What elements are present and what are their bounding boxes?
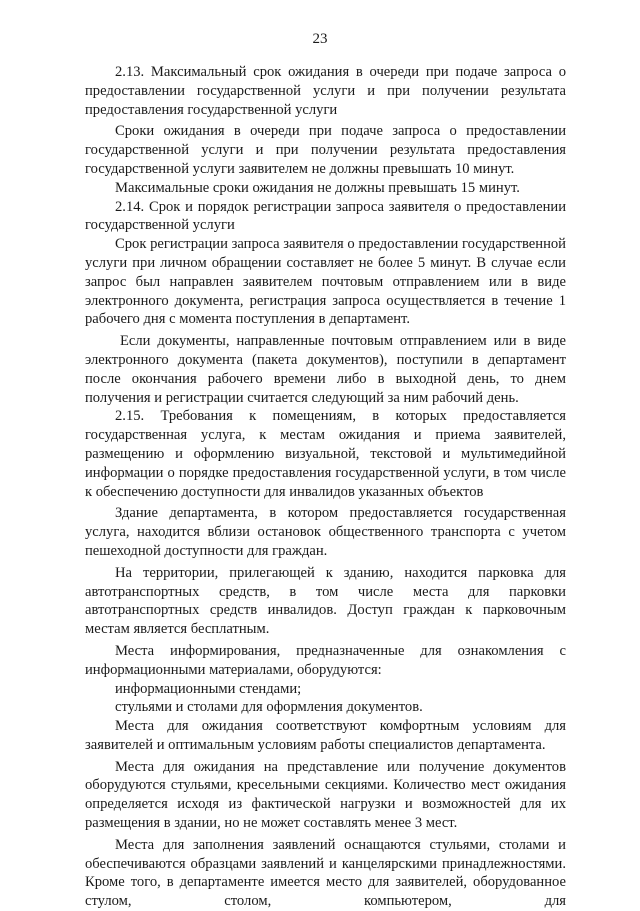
paragraph-2-15-heading: 2.15. Требования к помещениям, в которых предоставляется государственная услуга, к местам ожидания и приема заявителей, размещению и оформлению визуальной, текстовой и мультимедийной информации о порядке предоставления государственной услуги, в том числе к обеспечению доступности для инвалидов указанных объектов	[85, 408, 566, 500]
paragraph-after-hours: Если документы, направленные почтовым отправлением или в виде электронного документа (пакета документов), поступили в департамент после окончания рабочего времени либо в выходной день, то днем получения и регистрации считается следующий за ним рабочий день.	[85, 333, 566, 406]
paragraph-waiting-time: Сроки ожидания в очереди при подаче запроса о предоставлении государственной услуги и при получении результата предоставления государственной услуги заявителем не должны превышать 10 минут.	[85, 123, 566, 177]
list-item-stands: информационными стендами;	[115, 680, 302, 697]
paragraph-max-waiting: Максимальные сроки ожидания не должны превышать 15 минут.	[115, 179, 520, 196]
page-number: 23	[312, 31, 328, 47]
paragraph-waiting-places: Места для ожидания соответствуют комфортным условиям для заявителей и оптимальным условиям работы специалистов департамента.	[85, 718, 566, 753]
paragraph-info-places: Места информирования, предназначенные для ознакомления с информационными материалами, оборудуются:	[85, 642, 566, 678]
paragraph-registration-term: Срок регистрации запроса заявителя о предоставлении государственной услуги при личном обращении составляет не более 5 минут. В случае если запрос был направлен заявителем почтовым отправлением или в виде электронного документа, регистрация запроса осуществляется в течение 1 рабочего дня с момента поступления в департамент.	[85, 236, 566, 328]
paragraph-waiting-equipment: Места для ожидания на представление или получение документов оборудуются стульями, кресельными секциями. Количество мест ожидания определяется исходя из фактической нагрузки и возможностей для их размещения в здании, но не может составлять менее 3 мест.	[85, 758, 566, 832]
paragraph-building: Здание департамента, в котором предоставляется государственная услуга, находится вблизи остановок общественного транспорта с учетом пешеходной доступности для граждан.	[85, 505, 566, 559]
paragraph-2-14-heading: 2.14. Срок и порядок регистрации запроса заявителя о предоставлении государственной услуги	[85, 198, 566, 234]
paragraph-2-13-heading: 2.13. Максимальный срок ожидания в очереди при подаче запроса о предоставлении государственной услуги и при получении результата предоставления государственной услуги	[85, 64, 566, 118]
list-item-chairs: стульями и столами для оформления документов.	[115, 699, 423, 716]
document-body	[85, 63, 566, 911]
paragraph-parking: На территории, прилегающей к зданию, находится парковка для автотранспортных средств, в том числе места для парковки автотранспортных средств инвалидов. Доступ граждан к парковочным местам является бесплатным.	[85, 564, 566, 638]
paragraph-filling-places: Места для заполнения заявлений оснащаются стульями, столами и обеспечиваются образцами заявлений и канцелярскими принадлежностями. Кроме того, в департаменте имеется место для заявителей, оборудованное стулом, столом, компьютером, для	[85, 836, 566, 910]
